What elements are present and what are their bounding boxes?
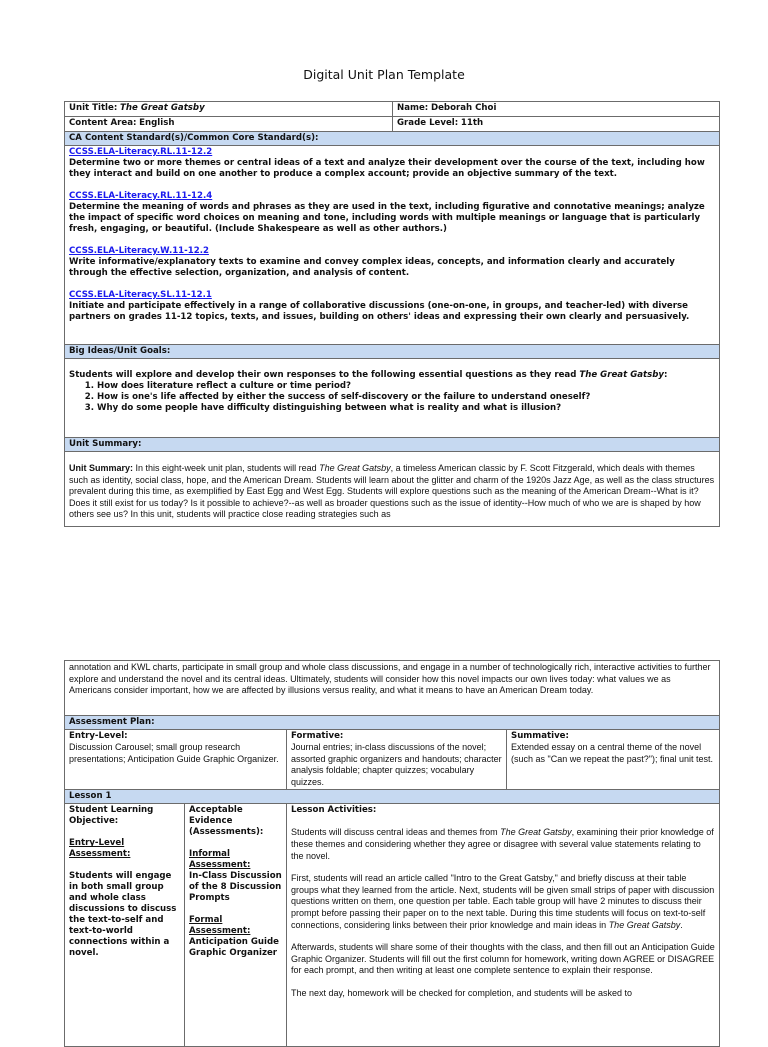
big-ideas-row xyxy=(65,359,720,438)
slo-label: Student Learning Objective: xyxy=(69,805,154,827)
big-ideas-header: Big Ideas/Unit Goals: xyxy=(65,345,720,359)
standard-text: Initiate and participate effectively in a range of collaborative discussions (one-on-one, in groups, and teacher-led) with diverse partners on grades 11-12 topics, texts, and issues, building on others' ideas and expressing their own clearly and persuasively. xyxy=(69,301,690,322)
entry-level-label: Entry-Level: xyxy=(69,731,128,741)
formal-assessment-label: Formal Assessment: xyxy=(189,915,251,937)
formative-label: Formative: xyxy=(291,731,344,741)
standards-header: CA Content Standard(s)/Common Core Standard(s): xyxy=(65,132,720,146)
big-ideas-intro-title: The Great Gatsby xyxy=(579,370,665,380)
unit-plan-table-page-2 xyxy=(64,660,720,1047)
informal-assessment-label: Informal Assessment: xyxy=(189,849,251,871)
activity-paragraph: The next day, homework will be checked for completion, and students will be asked to xyxy=(291,987,633,998)
essential-question: 2. How is one's life affected by either the success of self-discovery or the failure to understand oneself? xyxy=(97,392,715,403)
unit-plan-table-page-1 xyxy=(64,101,720,527)
activity-paragraph: First, students will read an article called "Intro to the Great Gatsby," and briefly discuss at their table groups what they learned from the article. Next, students will be given small strips of paper with discussion questions written on them, one question per table. Each table group will have 2 minutes to discuss their prompt before passing their paper on to the next table. During this time students will focus on text-to-self connections, considering links between their prior knowledge and main ideas in The Great Gatsby. xyxy=(291,873,715,930)
standard-link[interactable]: CCSS.ELA-Literacy.SL.11-12.1 xyxy=(69,290,212,300)
unit-summary-row xyxy=(65,452,720,527)
name-label: Name: xyxy=(397,103,429,113)
unit-summary-continued-row xyxy=(65,661,720,716)
grade-level-value: 11th xyxy=(460,118,484,128)
unit-title-row xyxy=(65,102,720,117)
content-area-row xyxy=(65,117,720,132)
entry-level-text: Discussion Carousel; small group research presentations; Anticipation Guide Graphic Organizer. xyxy=(69,742,279,764)
essential-question: 1. How does literature reflect a culture or time period? xyxy=(97,381,715,392)
unit-summary-title: The Great Gatsby xyxy=(319,463,391,473)
informal-assessment-text: In-Class Discussion of the 8 Discussion Prompts xyxy=(189,871,282,904)
unit-summary-label: Unit Summary: xyxy=(69,463,134,473)
standard-link[interactable]: CCSS.ELA-Literacy.W.11-12.2 xyxy=(69,246,209,256)
standard-block xyxy=(69,290,715,323)
big-ideas-intro-end: : xyxy=(664,370,668,380)
standard-link[interactable]: CCSS.ELA-Literacy.RL.11-12.2 xyxy=(69,147,213,157)
unit-summary-header: Unit Summary: xyxy=(65,438,720,452)
summative-label: Summative: xyxy=(511,731,569,741)
unit-summary-part-2: , a timeless American classic by F. Scott Fitzgerald, which deals with themes such as identity, social class, hope, and the American Dream. Students will learn about the glitter and charm of the 1920s Jazz Age, as well as the class structures prevalent during this time, as exemplified by East Egg and West Egg. Students will explore questions such as the meaning of the American Dream--What is it? Does it still exist for us today? Is it possible to achieve?--as well as broader questions such as the issue of identity--How much of who we are is shaped by how others see us? In this unit, students will practice close reading strategies such as xyxy=(69,463,715,520)
unit-summary-continued: annotation and KWL charts, participate in small group and whole class discussions, and engage in a number of technologically rich, interactive activities to further explore and understand the novel and its central ideas. Ultimately, students will consider how this novel impacts our own lives today: what values we as Americans consider important, how we are affected by illusions versus reality, and what it means to have an American Dream today. xyxy=(69,662,711,696)
slo-text: Students will engage in both small group and whole class discussions to discuss the text-to-self and text-to-world connections within a novel. xyxy=(69,871,177,959)
lesson-activities-label: Lesson Activities: xyxy=(291,805,377,816)
big-ideas-header-row xyxy=(65,345,720,359)
unit-title-label: Unit Title: xyxy=(69,103,118,113)
standards-row xyxy=(65,146,720,345)
content-area-value: English xyxy=(139,118,175,128)
formal-assessment-text: Anticipation Guide Graphic Organizer xyxy=(189,937,279,959)
standard-block xyxy=(69,246,715,279)
activity-paragraph: Afterwards, students will share some of their thoughts with the class, and then fill out an Anticipation Guide Graphic Organizer. Students will fill out the first column for homework, writing down AGREE or DISAGREE for each prompt, and then writing at least one complete sentence to explain their response. xyxy=(291,942,715,976)
page-title: Digital Unit Plan Template xyxy=(303,67,465,82)
unit-title-value: The Great Gatsby xyxy=(120,103,205,113)
big-ideas-intro-text: Students will explore and develop their own responses to the following essential questions as they read xyxy=(69,370,580,380)
assessment-header-row xyxy=(65,716,720,730)
name-value: Deborah Choi xyxy=(430,103,497,113)
standard-link[interactable]: CCSS.ELA-Literacy.RL.11-12.4 xyxy=(69,191,213,201)
unit-summary-header-row xyxy=(65,438,720,452)
essential-question: 3. Why do some people have difficulty distinguishing between what is reality and what is illusion? xyxy=(97,403,715,414)
assessment-row xyxy=(65,730,720,790)
evidence-label: Acceptable Evidence (Assessments): xyxy=(189,805,264,838)
lesson-header: Lesson 1 xyxy=(65,790,720,804)
formative-text: Journal entries; in-class discussions of the novel; assorted graphic organizers and handouts; character analysis foldable; chapter quizzes; vocabulary quizzes. xyxy=(291,742,502,787)
essential-questions-list xyxy=(69,381,715,414)
assessment-header: Assessment Plan: xyxy=(65,716,720,730)
grade-level-label: Grade Level: xyxy=(397,118,459,128)
content-area-label: Content Area: xyxy=(69,118,137,128)
standard-text: Determine two or more themes or central ideas of a text and analyze their development over the course of the text, including how they interact and build on one another to produce a complex account; provide an objective summary of the text. xyxy=(69,158,705,179)
slo-entry-label: Entry-Level Assessment: xyxy=(69,838,131,860)
summative-text: Extended essay on a central theme of the novel (such as "Can we repeat the past?"); final unit test. xyxy=(511,742,713,764)
standard-text: Determine the meaning of words and phrases as they are used in the text, including figurative and connotative meanings; analyze the impact of specific word choices on meaning and tone, including words with multiple meanings or language that is particularly fresh, engaging, or beautiful. (Include Shakespeare as well as other authors.) xyxy=(69,202,705,234)
lesson-row xyxy=(65,804,720,1047)
standard-block xyxy=(69,191,715,235)
activity-paragraph: Students will discuss central ideas and themes from The Great Gatsby, examining their prior knowledge of these themes and considering whether they agree or disagree with several value statements relating to the novel. xyxy=(291,827,714,861)
lesson-activities-body xyxy=(291,827,715,999)
unit-summary-text xyxy=(69,463,715,521)
standards-header-row xyxy=(65,132,720,146)
lesson-header-row xyxy=(65,790,720,804)
big-ideas-intro xyxy=(69,370,715,381)
unit-summary-part-1: In this eight-week unit plan, students will read xyxy=(133,463,320,473)
standard-text: Write informative/explanatory texts to examine and convey complex ideas, concepts, and information clearly and accurately through the effective selection, organization, and analysis of content. xyxy=(69,257,675,278)
standard-block xyxy=(69,147,715,180)
